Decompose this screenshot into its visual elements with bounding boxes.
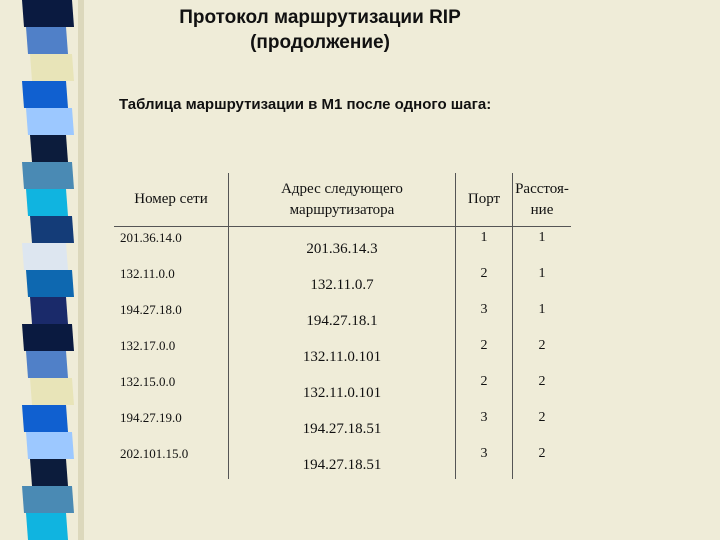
table-row [114, 443, 571, 479]
stripe-segment [22, 486, 74, 513]
header-next-router-address: Адрес следующего маршрутизатора [229, 173, 456, 227]
header-port: Порт [456, 173, 513, 227]
cell-port: 3 [456, 299, 513, 335]
stripe-segment [22, 405, 68, 432]
cell-network-number: 194.27.18.0 [120, 302, 182, 317]
cell-next-router: 132.11.0.7 [229, 263, 456, 299]
header-distance: Расстоя-ние [513, 173, 572, 227]
table-row [114, 227, 571, 264]
stripe-segment [26, 108, 74, 135]
cell-next-router: 132.11.0.101 [229, 371, 456, 407]
stripe-segment [22, 162, 74, 189]
cell-distance: 1 [513, 227, 572, 264]
stripe-segment [30, 135, 68, 162]
stripe-segment [26, 513, 68, 540]
stripe-segment [26, 189, 68, 216]
table-row [114, 263, 571, 299]
cell-distance: 2 [513, 371, 572, 407]
stripe-segment [26, 27, 68, 54]
stripe-segment [30, 459, 68, 486]
cell-next-router: 194.27.18.51 [229, 407, 456, 443]
table-row [114, 371, 571, 407]
stripe-segment [22, 243, 68, 270]
cell-network-number: 132.17.0.0 [120, 338, 176, 353]
cell-distance: 1 [513, 263, 572, 299]
cell-next-router: 201.36.14.3 [229, 227, 456, 264]
cell-port: 2 [456, 263, 513, 299]
stripe-segment [22, 324, 74, 351]
cell-distance: 2 [513, 443, 572, 479]
cell-network-number: 202.101.15.0 [120, 446, 189, 461]
stripe-segment [22, 81, 68, 108]
stripe-segment [30, 378, 74, 405]
cell-next-router: 194.27.18.51 [229, 443, 456, 479]
cell-port: 3 [456, 407, 513, 443]
stripe-segment [26, 432, 74, 459]
stripe-segment [30, 297, 68, 324]
cell-network-number: 132.15.0.0 [120, 374, 176, 389]
cell-distance: 2 [513, 335, 572, 371]
cell-port: 1 [456, 227, 513, 264]
cell-next-router: 132.11.0.101 [229, 335, 456, 371]
cell-next-router: 194.27.18.1 [229, 299, 456, 335]
table-row [114, 299, 571, 335]
cell-network-number: 132.11.0.0 [120, 266, 175, 281]
stripe-edge-shadow [78, 0, 84, 540]
cell-distance: 2 [513, 407, 572, 443]
cell-port: 2 [456, 371, 513, 407]
stripe-segment [22, 0, 74, 27]
stripe-segment [30, 54, 74, 81]
cell-distance: 1 [513, 299, 572, 335]
stripe-segment [30, 216, 74, 243]
cell-port: 3 [456, 443, 513, 479]
table-row [114, 407, 571, 443]
table-caption: Таблица маршрутизации в М1 после одного шага: [119, 96, 492, 113]
slide-title: Протокол маршрутизации RIP (продолжение) [179, 7, 461, 53]
decorative-stripe-bar [0, 0, 84, 540]
stripe-segment [26, 351, 68, 378]
table-header-row [114, 173, 571, 227]
stripe-segment [26, 270, 74, 297]
header-network-number: Номер сети [114, 173, 229, 227]
table-row [114, 335, 571, 371]
cell-network-number: 194.27.19.0 [120, 410, 182, 425]
routing-table [114, 173, 571, 479]
cell-port: 2 [456, 335, 513, 371]
cell-network-number: 201.36.14.0 [120, 230, 182, 245]
